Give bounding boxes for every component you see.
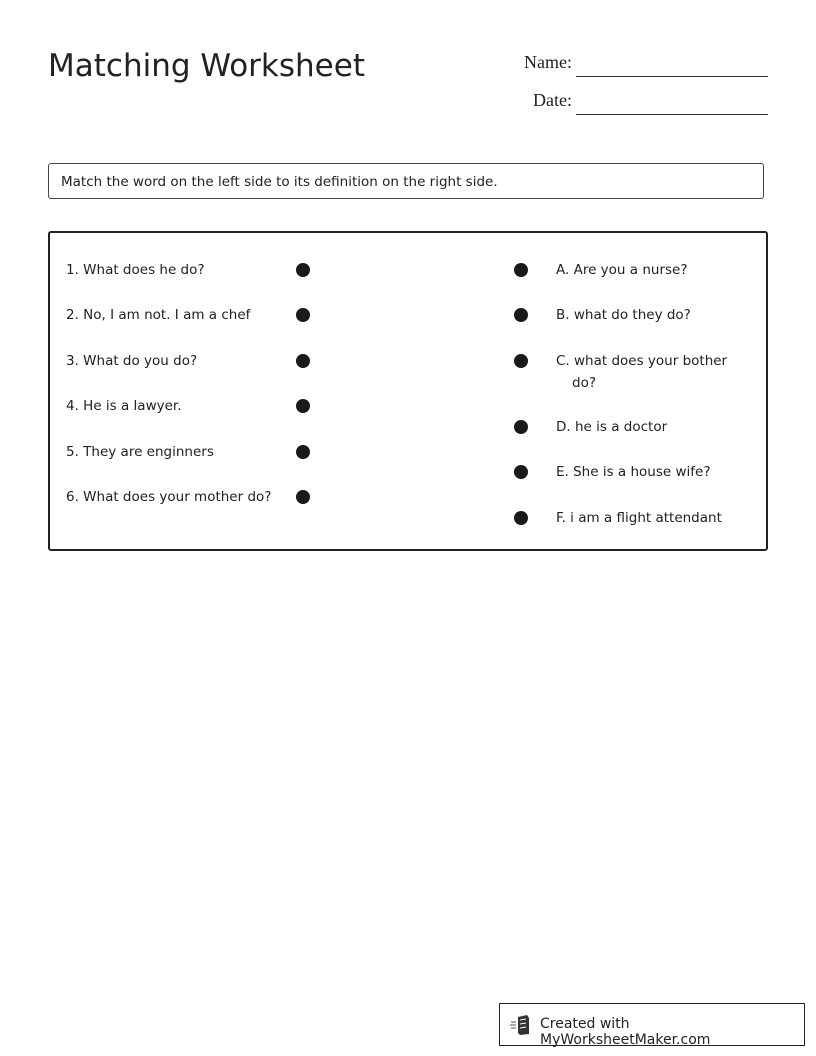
right-item: D. he is a doctor <box>556 419 668 435</box>
date-input-line[interactable] <box>576 114 768 115</box>
date-label: Date: <box>533 90 572 110</box>
instructions-box <box>48 163 764 199</box>
right-item: F. i am a flight attendant <box>556 510 722 526</box>
left-item: 3. What do you do? <box>66 353 198 369</box>
left-match-dot[interactable] <box>296 399 310 413</box>
worksheet-logo-icon <box>510 1014 532 1036</box>
left-match-dot[interactable] <box>296 263 310 277</box>
right-item: B. what do they do? <box>556 307 691 323</box>
right-item: A. Are you a nurse? <box>556 262 688 278</box>
page-title: Matching Worksheet <box>48 48 365 84</box>
right-match-dot[interactable] <box>514 465 528 479</box>
right-match-dot[interactable] <box>514 420 528 434</box>
left-item: 6. What does your mother do? <box>66 489 272 505</box>
right-match-dot[interactable] <box>514 354 528 368</box>
name-field[interactable] <box>500 52 770 90</box>
left-item: 2. No, I am not. I am a chef <box>66 307 251 323</box>
name-label: Name: <box>524 52 572 72</box>
left-item: 5. They are enginners <box>66 444 214 460</box>
right-item: C. what does your bother do? <box>556 353 728 391</box>
footer-credit-box[interactable] <box>499 1003 805 1046</box>
matching-box <box>48 231 768 551</box>
left-item: 1. What does he do? <box>66 262 205 278</box>
right-match-dot[interactable] <box>514 511 528 525</box>
right-match-dot[interactable] <box>514 263 528 277</box>
left-item: 4. He is a lawyer. <box>66 398 182 414</box>
footer-credit-text: Created with MyWorksheetMaker.com <box>540 1016 711 1048</box>
left-match-dot[interactable] <box>296 354 310 368</box>
right-item: E. She is a house wife? <box>556 464 711 480</box>
left-match-dot[interactable] <box>296 308 310 322</box>
date-field[interactable] <box>500 90 770 128</box>
name-input-line[interactable] <box>576 76 768 77</box>
left-match-dot[interactable] <box>296 490 310 504</box>
instructions-text: Match the word on the left side to its definition on the right side. <box>61 174 498 190</box>
right-match-dot[interactable] <box>514 308 528 322</box>
left-match-dot[interactable] <box>296 445 310 459</box>
student-info-fields <box>500 52 770 128</box>
